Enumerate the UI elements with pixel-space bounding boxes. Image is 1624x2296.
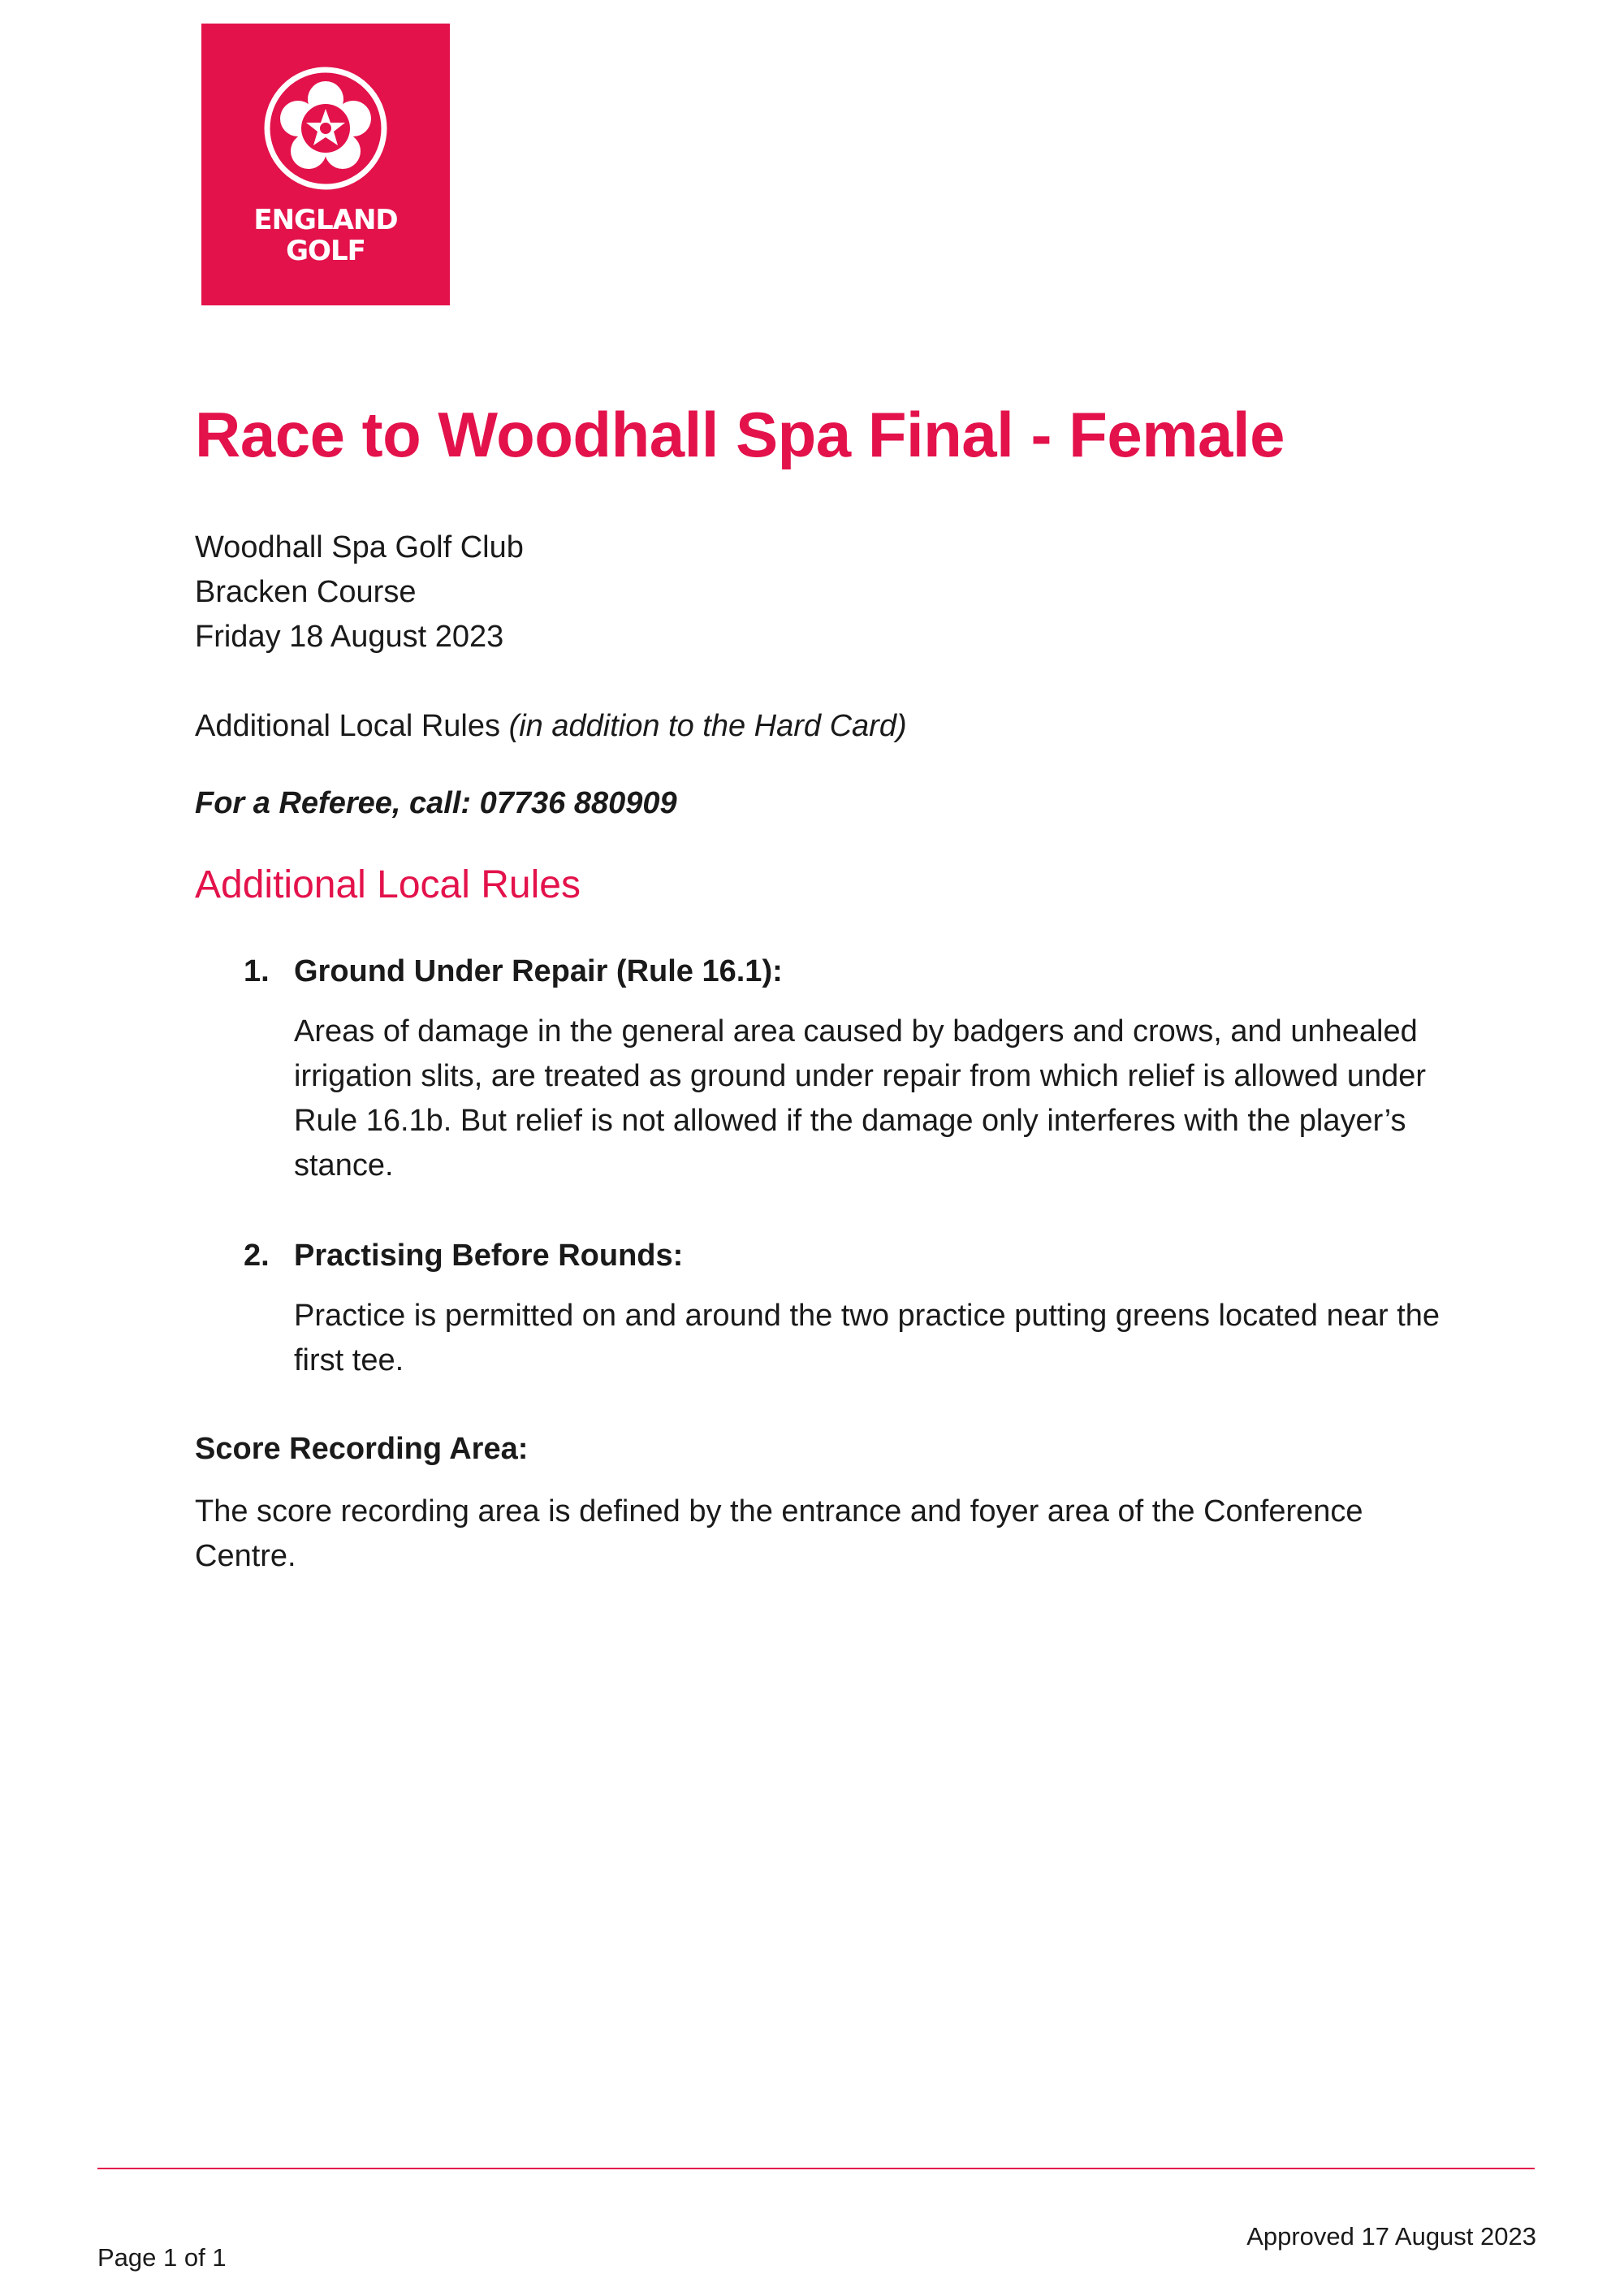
section-heading: Additional Local Rules <box>195 863 581 906</box>
intro-line <box>195 709 907 744</box>
rule-1-title: Ground Under Repair (Rule 16.1): <box>294 954 783 988</box>
approval-date: Approved 17 August 2023 <box>1246 2222 1536 2251</box>
page-number: Page 1 of 1 <box>97 2243 227 2272</box>
logo-text-england: ENGLAND <box>253 204 398 236</box>
rule-2-body: Practice is permitted on and around the two practice putting greens located near the first tee. <box>294 1299 1440 1377</box>
rule-1-body: Areas of damage in the general area caused by badgers and crows, and unhealed irrigation slits, are treated as ground under repair from which relief is allowed under Rule 16.1b. But relief is not allowed if the damage only interferes with the player’s stance. <box>294 1014 1427 1183</box>
course-name: Bracken Course <box>195 575 417 609</box>
page-title: Race to Woodhall Spa Final - Female <box>195 399 1285 470</box>
rule-2-title: Practising Before Rounds: <box>294 1239 684 1273</box>
rose-emblem-icon <box>264 67 387 190</box>
referee-contact: For a Referee, call: 07736 880909 <box>195 786 677 820</box>
rule-2-number: 2. <box>244 1239 270 1273</box>
score-area-heading: Score Recording Area: <box>195 1432 529 1466</box>
logo-text-golf: GOLF <box>286 235 365 267</box>
event-date: Friday 18 August 2023 <box>195 620 504 654</box>
club-name: Woodhall Spa Golf Club <box>195 530 524 564</box>
score-area-body: The score recording area is defined by the entrance and foyer area of the Conference Centre. <box>195 1494 1363 1573</box>
rule-1-number: 1. <box>244 954 270 988</box>
footer-divider <box>97 2168 1535 2169</box>
intro-note: (in addition to the Hard Card) <box>508 709 907 743</box>
intro-text: Additional Local Rules <box>195 709 509 743</box>
england-golf-logo <box>201 24 450 305</box>
